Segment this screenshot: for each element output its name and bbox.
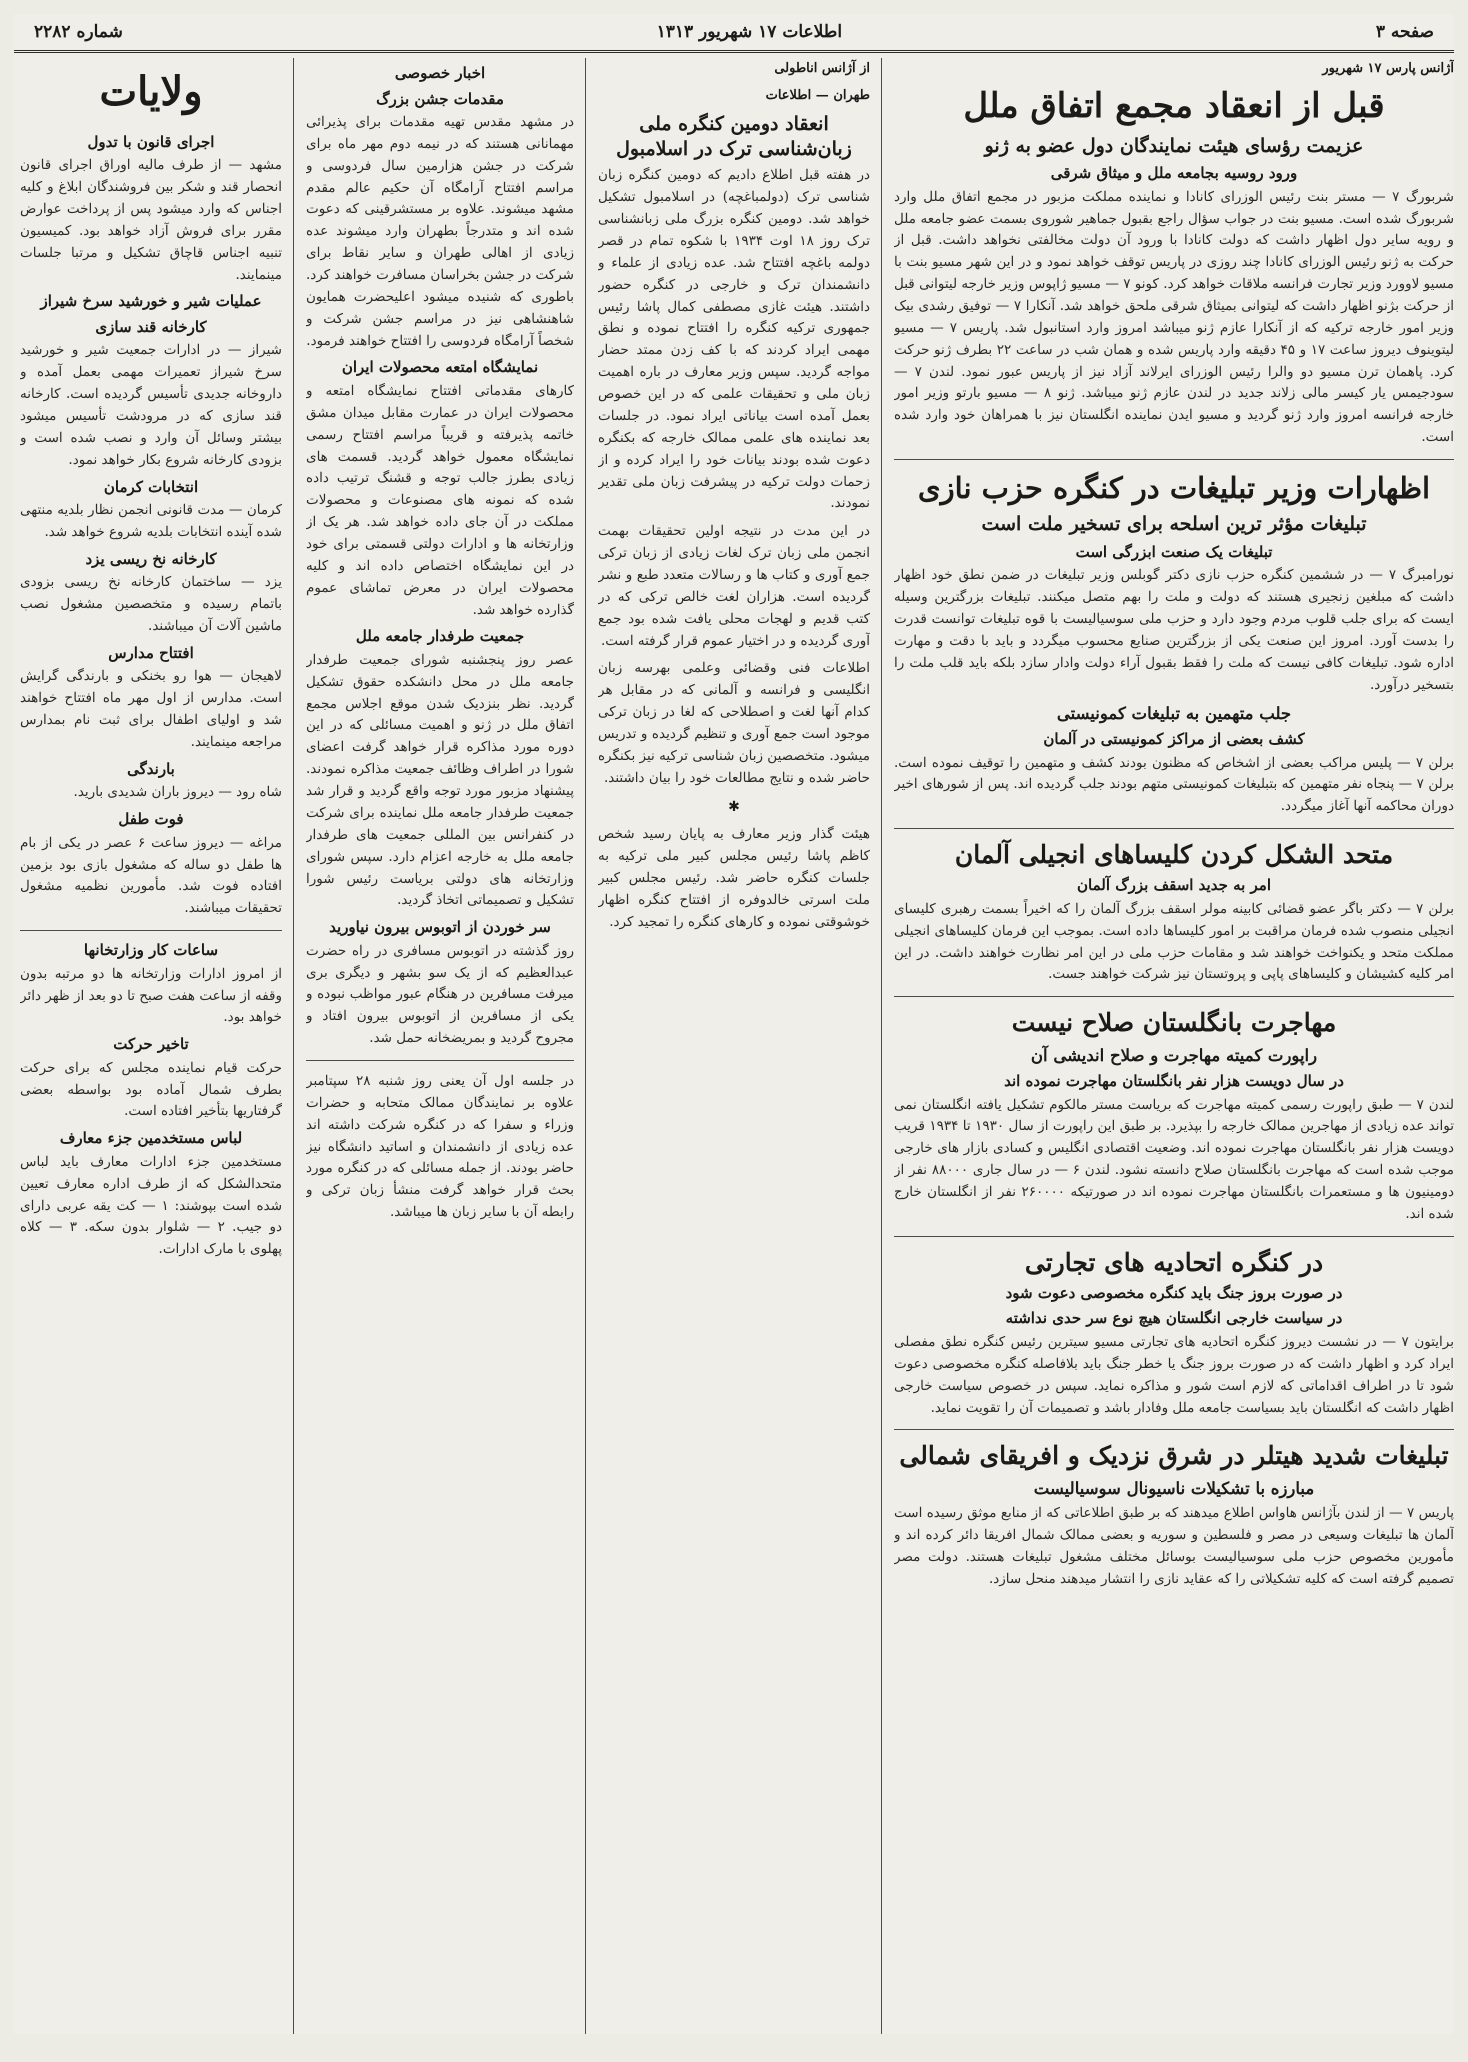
trade-subheadline-2: در سیاست خارجی انگلستان هیچ نوع سر حدی نداشته xyxy=(1005,1309,1343,1328)
expo-headline: نمایشگاه امتعه محصولات ایران xyxy=(341,358,539,377)
nazi-body: نورامبرگ ۷ — در ششمین کنگره حزب نازی دکتر گوبلس وزیر تبلیغات در ضمن نطق خود اظهار داشت که مبلغین زنجیری هستند که دولت و ملت را بهم متصل میکنند. تبلیغات بزرگترین وسیله ایست که برای جلب قلوب مردم وجود دارد و حزب ملی سوسیالیست با قوه تبلیغات توانست قدرت را بدست آورد. امروز این صنعت یکی از بزرگترین صنایع محسوب میگردد و باید با دقت و مهارت اداره شود. تبلیغات کافی نیست که ملت را فقط بقبول آراء دولت وادار سازد بلکه باید قلب ملت را بتسخیر درآورد. xyxy=(894,567,1454,693)
divider xyxy=(306,1060,574,1061)
death-body: مراغه — دیروز ساعت ۶ عصر در یکی از بام ها طفل دو ساله که مشغول بازی بود بزمین افتاده فوت شد. مأمورین نظمیه مشغول تحقیقات میباشند. xyxy=(20,834,282,917)
kerman-body: کرمان — مدت قانونی انجمن نظار بلدیه منتهی شده آینده انتخابات بلدیه شروع خواهد شد. xyxy=(20,502,282,540)
trade-body: برایتون ۷ — در نشست دیروز کنگره اتحادیه های تجارتی مسیو سیترین رئیس کنگره نطق مفصلی ایراد کرد و اظهار داشت که در صورت بروز جنگ یا خطر جنگ باید بلافاصله کنگره مخصوصی دعوت شود تا در اطراف اقداماتی که لازم است شور و مذاکره نماید. سپس در خصوص سیاست خارجی اظهار داشت که انگلستان باید بسیاست جامعه ملل وفادار باشد و تصمیمات آن را تقویت نماید. xyxy=(894,1333,1454,1416)
rain-body: شاه رود — دیروز باران شدیدی بارید. xyxy=(73,784,282,801)
paper-title: اطلاعات ۱۷ شهریور ۱۳۱۳ xyxy=(656,22,843,42)
league-dateline: آژانس پارس ۱۷ شهریور xyxy=(1322,61,1454,76)
bottom-strip-body: در جلسه اول آن یعنی روز شنبه ۲۸ سپتامبر علاوه بر نمایندگان ممالک متحابه و حضرات وزراء و سفرا که در کنگره شرکت داشته اند عده زیادی از دانشمندان و اساتید دانشگاه نیز حاضر بودند. از جمله مسائلی که در کنگره مورد بحث قرار خواهد گرفت منشأ زبان ترکی و رابطه آن با سایر زبان ها میباشد. xyxy=(306,1073,574,1221)
column-rule xyxy=(585,58,586,2034)
hitler-headline: تبلیغات شدید هیتلر در شرق نزدیک و افریقای شمالی xyxy=(899,1441,1449,1471)
expo-body: کارهای مقدماتی افتتاح نمایشگاه امتعه و محصولات ایران در عمارت مقابل میدان مشق خاتمه پذیرفته و قریباً مراسم افتتاح رسمی نمایشگاه معمول خواهد گردید. قسمت های زیادی بطرز جالب توجه و قشنگ ترتیب داده شده که نمونه های مصنوعات و محصولات مملکت در آن جای داده خواهد شد. هر یک از وزارتخانه ها و ادارات دولتی قسمتی برای خود در این نمایشگاه اختصاص داده اند و کلیه محصولات ایران در معرض تماشای عموم گذارده خواهد شد. xyxy=(306,382,574,618)
law-headline: اجرای قانون با تدول xyxy=(87,132,215,151)
column-provinces xyxy=(20,58,282,2034)
migration-subheadline-2: در سال دویست هزار نفر بانگلستان مهاجرت نموده اند xyxy=(1004,1072,1344,1091)
divider xyxy=(894,996,1454,997)
anatolia-body: در هفته قبل اطلاع دادیم که دومین کنگره زبان شناسی ترک (دولمباغچه) در اسلامبول تشکیل خواهد شد. دومین کنگره بزرگ ملی زبانشناسی ترک روز ۱۸ اوت ۱۹۳۴ با شکوه تمام در قصر دولمه باغچه افتتاح شد. عده زیادی از علماء و دانشمندان ترک و خارجی در کنگره حضور داشتند. هیئت غازی مصطفی کمال پاشا رئیس جمهوری ترکیه کنگره را افتتاح نموده و نطق مهمی ایراد کردند که با کف زدن ممتد حضار مواجه گردید. سپس وزیر معارف در باره اهمیت زبان ملی و تحقیقات علمی که در این خصوص بعمل آمده است بیاناتی ایراد نمود. در جلسات بعد نماینده های علمی ممالک خارجه که بکنگره دعوت شده بودند بیانات خود را ایراد کرده و از زحمات دولت ترکیه در پیشرفت زبان ملی تقدیر نمودند. xyxy=(598,167,870,512)
page-number: صفحه ۳ xyxy=(1375,22,1434,42)
newspaper-page xyxy=(14,14,1454,2034)
hitler-body: پاریس ۷ — از لندن بآژانس هاواس اطلاع میدهند که بر طبق اطلاعاتی که از منابع موثق رسیده است آلمان ها تبلیغات وسیعی در مصر و فلسطین و سوریه و بعضی ممالک شمال افریقا دائر کرده اند و مأمورین مخصوص حزب ملی سوسیالیست بوسائل مختلف مشغول تبلیغات هستند. دولت مصر تصمیم گرفته است که کلیه تشکیلاتی را که عقاید نازی را انتشار میدهند منحل سازد. xyxy=(894,1505,1454,1587)
move-headline: تاخیر حرکت xyxy=(113,1035,189,1054)
nazi-subheadline-2: تبلیغات یک صنعت‌ ابزرگی است xyxy=(1075,542,1273,561)
column-domestic xyxy=(306,58,574,2034)
divider xyxy=(894,828,1454,829)
churches-headline: متحد الشکل کردن کلیساهای انجیلی آلمان xyxy=(954,840,1394,870)
anatolia-body-4: هیئت گذار وزیر معارف به پایان رسید شخص کاظم پاشا رئیس مجلس کبیر ملی ترکیه به جلسات کنگره حاضر شد. رئیس مجلس کبیر ملت اسرتی خالدوفره از افتتاح کنگره اظهار خوشوقتی نموده و کارهای کنگره را تمجید کرد. xyxy=(598,826,870,930)
communist-body: برلن ۷ — پلیس مراکب بعضی از اشخاص که مظنون بودند کشف و متهمین را توقیف نموده است. برلن ۷ — پنجاه نفر متهمین که بتبلیغات کمونیستی متهم بودند جلب گردیده اند. پس از شورهای اخیر دوران محاکمه آنها آغاز میگردد. xyxy=(894,754,1454,815)
migration-body: لندن ۷ — طبق راپورت رسمی کمیته مهاجرت که بریاست مستر مالکوم تشکیل یافته انگلستان نمی تواند عده زیادی از مهاجرین ممالک خارجه را بپذیرد. بر طبق این راپورت از سال ۱۹۳۰ تا ۱۹۳۴ قریب دویست هزار نفر بانگلستان مهاجرت نموده اند. وضعیت اقتصادی انگلیس و کسادی بازار های خارجی موجب شده است که مهاجرت بانگلستان صلاح دانسته نشود. لندن ۶ — در سال جاری ۸۸۰۰۰ نفر از دومینیون ها و مستعمرات بانگلستان مهاجرت نموده اند در صورتیکه ۲۶۰۰۰۰ نفر از انگلستان خارج شده اند. xyxy=(894,1096,1454,1222)
column-rule xyxy=(881,58,882,2034)
league-subheadline-2: ورود روسیه بجامعه ملل و میثاق شرقی xyxy=(1050,164,1298,183)
nazi-subheadline: تبلیغات مؤثر ترین اسلحه برای تسخیر ملت است xyxy=(981,513,1367,536)
anatolia-note: طهران — اطلاعات xyxy=(765,88,870,104)
communist-subheadline: کشف بعضی از مراکز کمونیستی در آلمان xyxy=(1043,730,1305,749)
move-body: حرکت قیام نماینده مجلس که برای حرکت بطرف شمال آماده بود بواسطه بعضی گرفتاریها بتأخیر افتاده است. xyxy=(20,1059,282,1120)
death-headline: فوت طفل xyxy=(118,810,184,829)
kerman-headline: انتخابات کرمان xyxy=(103,477,199,496)
communist-headline: جلب متهمین به تبلیغات کمونیستی xyxy=(1056,703,1292,723)
column-anatolia xyxy=(598,58,870,2034)
migration-subheadline: راپورت کمیته مهاجرت و صلاح اندیشی آن xyxy=(1030,1045,1318,1065)
anatolia-body-3: اطلاعات فنی وقضائی وعلمی بهرسه زبان انگلیسی و فرانسه و آلمانی که در مقابل هر کدام آنها لغت و اصطلاحی که لغا در زبان ترکی موجود است جمع آوری و تنظیم گردیده و تدریس میشود. متخصصین زبان شناسی ترکیه نیز بکنگره حاضر شده و نتایج مطالعات خود را بیان داشتند. xyxy=(598,660,870,786)
league-society-headline: جمعیت طرفدار جامعه ملل xyxy=(355,627,525,646)
shiraz-headline: عملیات شیر و خورشید سرخ شیراز xyxy=(40,292,262,311)
masthead xyxy=(14,14,1454,53)
provinces-banner: ولایات xyxy=(99,68,203,115)
hours-body: از امروز ادارات وزارتخانه ها دو مرتبه بدون وقفه از ساعت هفت صبح تا دو بعد از ظهر دائر خواهد بود. xyxy=(20,965,282,1026)
jubilee-body: در مشهد مقدس تهیه مقدمات برای پذیرائی مهمانانی هستند که در نیمه دوم مهر ماه برای شرکت در جشن هزارمین سال فردوسی و مراسم افتتاح آرامگاه آن حکیم عالم مقدم مشهد میشوند. علاوه بر مستشرقینی که دعوت شده اند و متدرجاً بطهران وارد میشوند عده زیادی از اهالی طهران و سایر نقاط برای شرکت در جشن بخراسان مسافرت خواهند کرد. باطوری که شنیده میشود اعلیحضرت همایون شاهنشاهی نیز در مراسم جشن شرکت و شخصاً آرامگاه فردوسی را افتتاح خواهند فرمود. xyxy=(306,114,574,349)
jubilee-headline: مقدمات جشن بزرگ xyxy=(376,89,504,108)
divider xyxy=(894,1236,1454,1237)
divider xyxy=(20,930,282,931)
school-headline: افتتاح مدارس xyxy=(108,643,194,662)
league-subheadline: عزیمت رؤسای هیئت نمایندگان دول عضو به ژنو xyxy=(984,134,1364,157)
trade-subheadline: در صورت بروز جنگ باید کنگره مخصوصی دعوت شود xyxy=(1005,1283,1343,1302)
column-world-news xyxy=(894,58,1454,2034)
shiraz-body: شیراز — در ادارات جمعیت شیر و خورشید سرخ شیراز تعمیرات مهمی بعمل آمده و داروخانه جدیدی تأسیس گردیده است. کارخانه قند سازی که در مرودشت تأسیس میشود بیشتر وسائل آن وارد و نصب شده است و بزودی کارخانه شروع بکار خواهد نمود. xyxy=(20,342,282,468)
uniform-headline: لباس مستخدمین جزء معارف xyxy=(59,1129,243,1148)
migration-headline: مهاجرت بانگلستان صلاح نیست xyxy=(1011,1008,1337,1038)
league-headline: قبل از انعقاد مجمع اتفاق ملل xyxy=(963,86,1385,127)
trade-headline: در کنگره اتحادیه های تجارتی xyxy=(1024,1247,1324,1277)
school-body: لاهیجان — هوا رو بخنکی و بارندگی گرایش است. مدارس از اول مهر ماه افتتاح خواهند شد و اولیای اطفال برای ثبت نام بمدارس مراجعه مینمایند. xyxy=(20,668,282,750)
anatolia-dateline: از آژانس اناطولی xyxy=(774,61,870,76)
hitler-subheadline: مبارزه با تشکیلات ناسیونال سوسیالیست xyxy=(1033,1478,1315,1498)
domestic-section-title: اخبار خصوصی xyxy=(394,64,486,82)
divider xyxy=(894,1429,1454,1430)
churches-body: برلن ۷ — دکتر باگر عضو قضائی کابینه مولر اسقف بزرگ آلمان را که اخیراً بسمت رهبری کلیسای انجیلی منصوب شده فرمان مراقبت بر امور کلیساها داده است. بموجب این فرمان کلیساهای انجیلی مملکت متحد و یکنواخت خواهند شد و مقامات حزب ملی در این امر نظارت خواهند داشت. در این امر کلیه کشیشان و کلیساهای پاپی و پروتستان نیز شرکت خواهند جست. xyxy=(894,900,1454,983)
yazd-headline: کارخانه نخ ریسی یزد xyxy=(85,549,217,568)
bus-body: روز گذشته در اتوبوس مسافری در راه حضرت عبدالعظیم که از یک سو بشهر و دیگری بری میرفت مسافرین در هنگام عبور مواظب نبوده و یکی از مسافرین از اتوبوس بیرون افتاد و مجروح گردید و بمریضخانه حمل شد. xyxy=(306,942,574,1047)
league-body: شربورگ ۷ — مستر بنت رئیس الوزرای کانادا و نماینده مملکت مزبور در مجمع اتفاق ملل وارد شربورگ شده است. مسیو بنت در جواب سؤال راجع بقبول جماهیر شوروی بسمت عضو جامعه ملل و رویه سایر دول اظهار داشت که دولت کانادا با ورود آن دولت مخالفتی نخواهد داشت. قبل از حرکت به ژنو رئیس الوزرای کانادا چند روزی در پاریس توقف خواهد نمود و در این شهر مسیو بنت با مسیو لاوورد وزیر تجارت فرانسه ملاقات خواهد کرد. کونو ۷ — مسیو ژاپوس وزیر خارجه لیتوانی قبل از حرکت بژنو اظهار داشت که لیتوانی بمیثاق شرقی ملحق خواهد شد. آنکارا ۷ — توفیق رشدی بیک وزیر امور خارجه ترکیه که از آنکارا عازم ژنو میباشد امروز وارد استانبول شد. پاریس ۷ — مسیو لیتوینوف دیروز ساعت ۱۷ و ۴۵ دقیقه وارد پاریس شده و همان شب در ساعت ۲۲ بطرف ژنو حرکت کرد. پاهمان ترن مسیو دو والرا رئیس الوزرای ایرلاند آزاد نیز از پاریس عبور نمود. لندن ۷ — سودجیمس یار کیسر مالی زلاند جدید در لندن عازم ژنو میباشد. ژنو ۸ — مسیو بارتو وزیر امور خارجه فرانسه امروز وارد ژنو گردید و مسیو ایدن نماینده انگلستان نیز با همراهان خود وارد شده است. xyxy=(894,188,1454,446)
divider xyxy=(894,459,1454,460)
anatolia-body-2: در این مدت در نتیجه اولین تحقیقات بهمت انجمن ملی زبان ترک لغات زیادی از زبان ترکی جمع آوری و کتاب ها و رسالات متعدد طبع و نشر گردیده است. هزاران لغت خالص ترکی که در کتب قدیم و لهجات محلی یافت شده بود جمع آوری گردیده و در اختیار عموم قرار گرفته است. xyxy=(598,523,870,649)
column-rule xyxy=(293,58,294,2034)
issue-number: شماره ۲۲۸۲ xyxy=(34,22,123,42)
uniform-body: مستخدمین جزء ادارات معارف باید لباس متحدالشکل که از طرف اداره معارف تعیین شده است بپوشند: ۱ — کت یقه عربی دارای دو جیب. ۲ — شلوار بدون سکه. ۳ — کلاه پهلوی با مارک ادارات. xyxy=(20,1153,282,1258)
nazi-headline: اظهارات وزیر تبلیغات در کنگره حزب نازی xyxy=(917,471,1431,506)
separator-star-icon: ✱ xyxy=(728,798,740,815)
league-society-body: عصر روز پنجشنبه شورای جمعیت طرفدار جامعه ملل در محل دانشکده حقوق تشکیل گردید. نظر بنزدیک شدن موقع اجلاس مجمع اتفاق ملل در ژنو و اهمیت مسائلی که در این دوره مورد مذاکره قرار خواهد گرفت اعضای شورا در اطراف وظائف جمعیت مذاکره نمودند. پیشنهاد مزبور مورد توجه واقع گردید و قرار شد جمعیت طرفدار جامعه ملل نماینده برای شرکت در کنفرانس بین المللی جمعیت های طرفدار جامعه ملل به خارجه اعزام دارد. سپس شورای وزارتخانه های دولتی بریاست رئیس شورا تشکیل و تصمیماتی اتخاذ گردید. xyxy=(306,651,574,909)
rain-headline: بارندگی xyxy=(127,759,175,778)
anatolia-headline: انعقاد دومین کنگره ملی زبان‌شناسی ترک در اسلامبول xyxy=(616,113,852,160)
sugar-headline: کارخانه قند سازی xyxy=(95,317,207,336)
law-body: مشهد — از طرف مالیه اوراق اجرای قانون انحصار قند و شکر بین فروشندگان ابلاغ و کلیه اجناس که وارد میشود پس از پرداخت عوارض مقرر برای فروش آزاد خواهد بود. کمیسیون تنبیه اجناس قاچاق تشکیل و مرتبا جلسات مینمایند. xyxy=(20,157,282,283)
yazd-body: یزد — ساختمان کارخانه نخ ریسی بزودی باتمام رسیده و متخصصین مشغول نصب ماشین آلات آن میباشند. xyxy=(20,574,282,635)
bus-headline: سر خوردن از اتوبوس بیرون نیاورید xyxy=(329,918,551,937)
churches-subheadline: امر به جدید اسقف بزرگ آلمان xyxy=(1077,876,1271,895)
hours-headline: ساعات کار وزارتخانها xyxy=(83,941,219,960)
